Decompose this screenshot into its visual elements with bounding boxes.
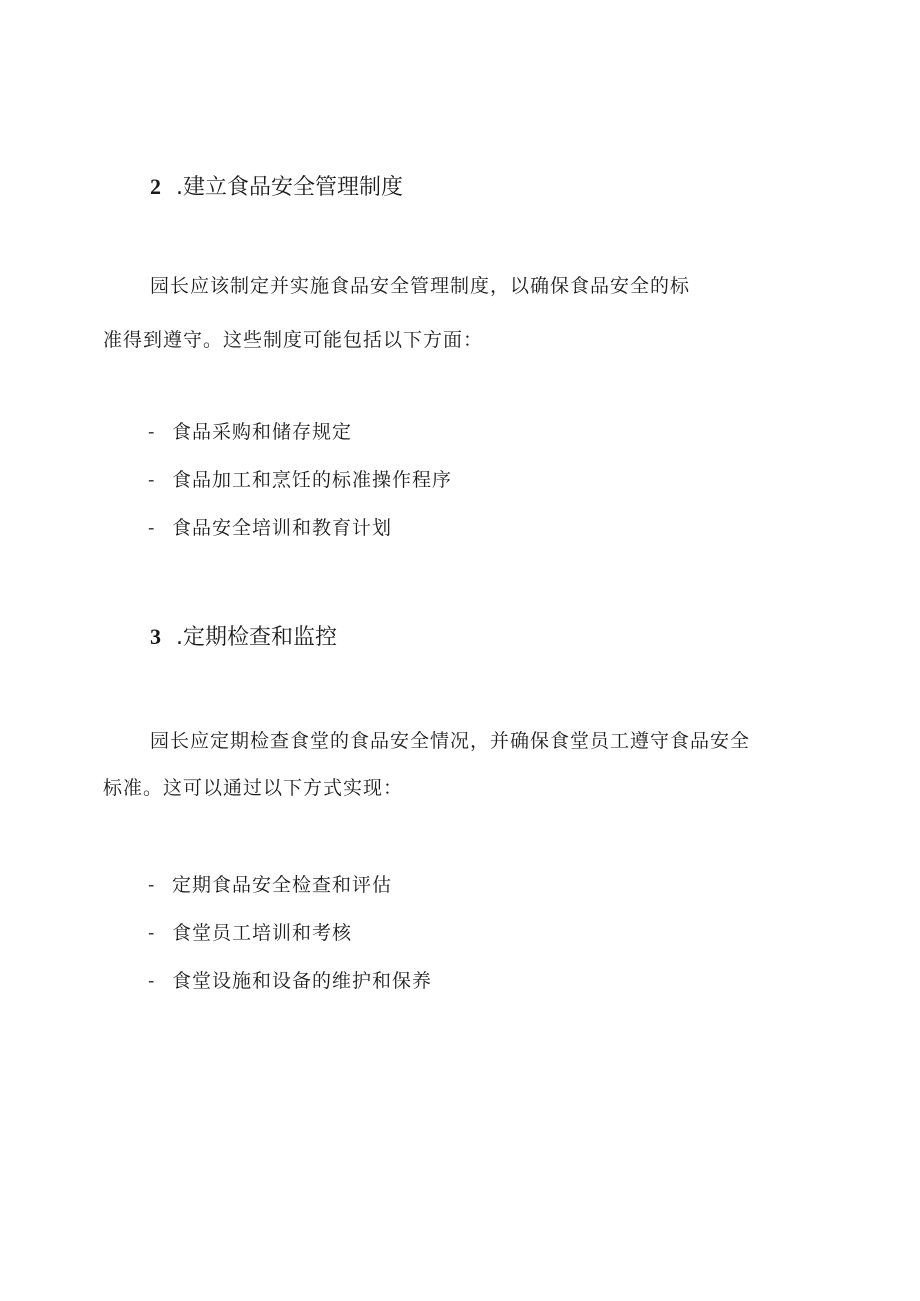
list-item (148, 514, 392, 542)
bullet-marker: - (148, 970, 156, 992)
list-item-text: 定期食品安全检查和评估 (172, 874, 393, 896)
bullet-marker: - (148, 517, 156, 539)
list-item (148, 418, 352, 446)
section-heading-3 (150, 622, 337, 653)
paragraph-line: 园长应该制定并实施食品安全管理制度，以确保食品安全的标 (150, 275, 691, 297)
list-item (148, 967, 432, 995)
paragraph-line: 准得到遵守。这些制度可能包括以下方面： (103, 329, 484, 351)
bullet-marker: - (148, 874, 156, 896)
paragraph-line: 标准。这可以通过以下方式实现： (103, 777, 404, 799)
section-title: .建立食品安全管理制度 (176, 175, 403, 200)
bullet-marker: - (148, 469, 156, 491)
list-item (148, 466, 452, 494)
bullet-marker: - (148, 421, 156, 443)
list-item-text: 食堂员工培训和考核 (172, 922, 353, 944)
list-item-text: 食品加工和烹饪的标准操作程序 (172, 469, 453, 491)
list-item-text: 食品采购和储存规定 (172, 421, 353, 443)
bullet-marker: - (148, 922, 156, 944)
section-number: 3 (150, 624, 161, 649)
list-item (148, 919, 352, 947)
list-item-text: 食堂设施和设备的维护和保养 (172, 970, 433, 992)
paragraph-line: 园长应定期检查食堂的食品安全情况，并确保食堂员工遵守食品安全 (150, 730, 751, 752)
section-title: .定期检查和监控 (176, 625, 337, 650)
section-heading-2 (150, 172, 403, 203)
list-item (148, 871, 392, 899)
section-number: 2 (150, 174, 161, 199)
list-item-text: 食品安全培训和教育计划 (172, 517, 393, 539)
